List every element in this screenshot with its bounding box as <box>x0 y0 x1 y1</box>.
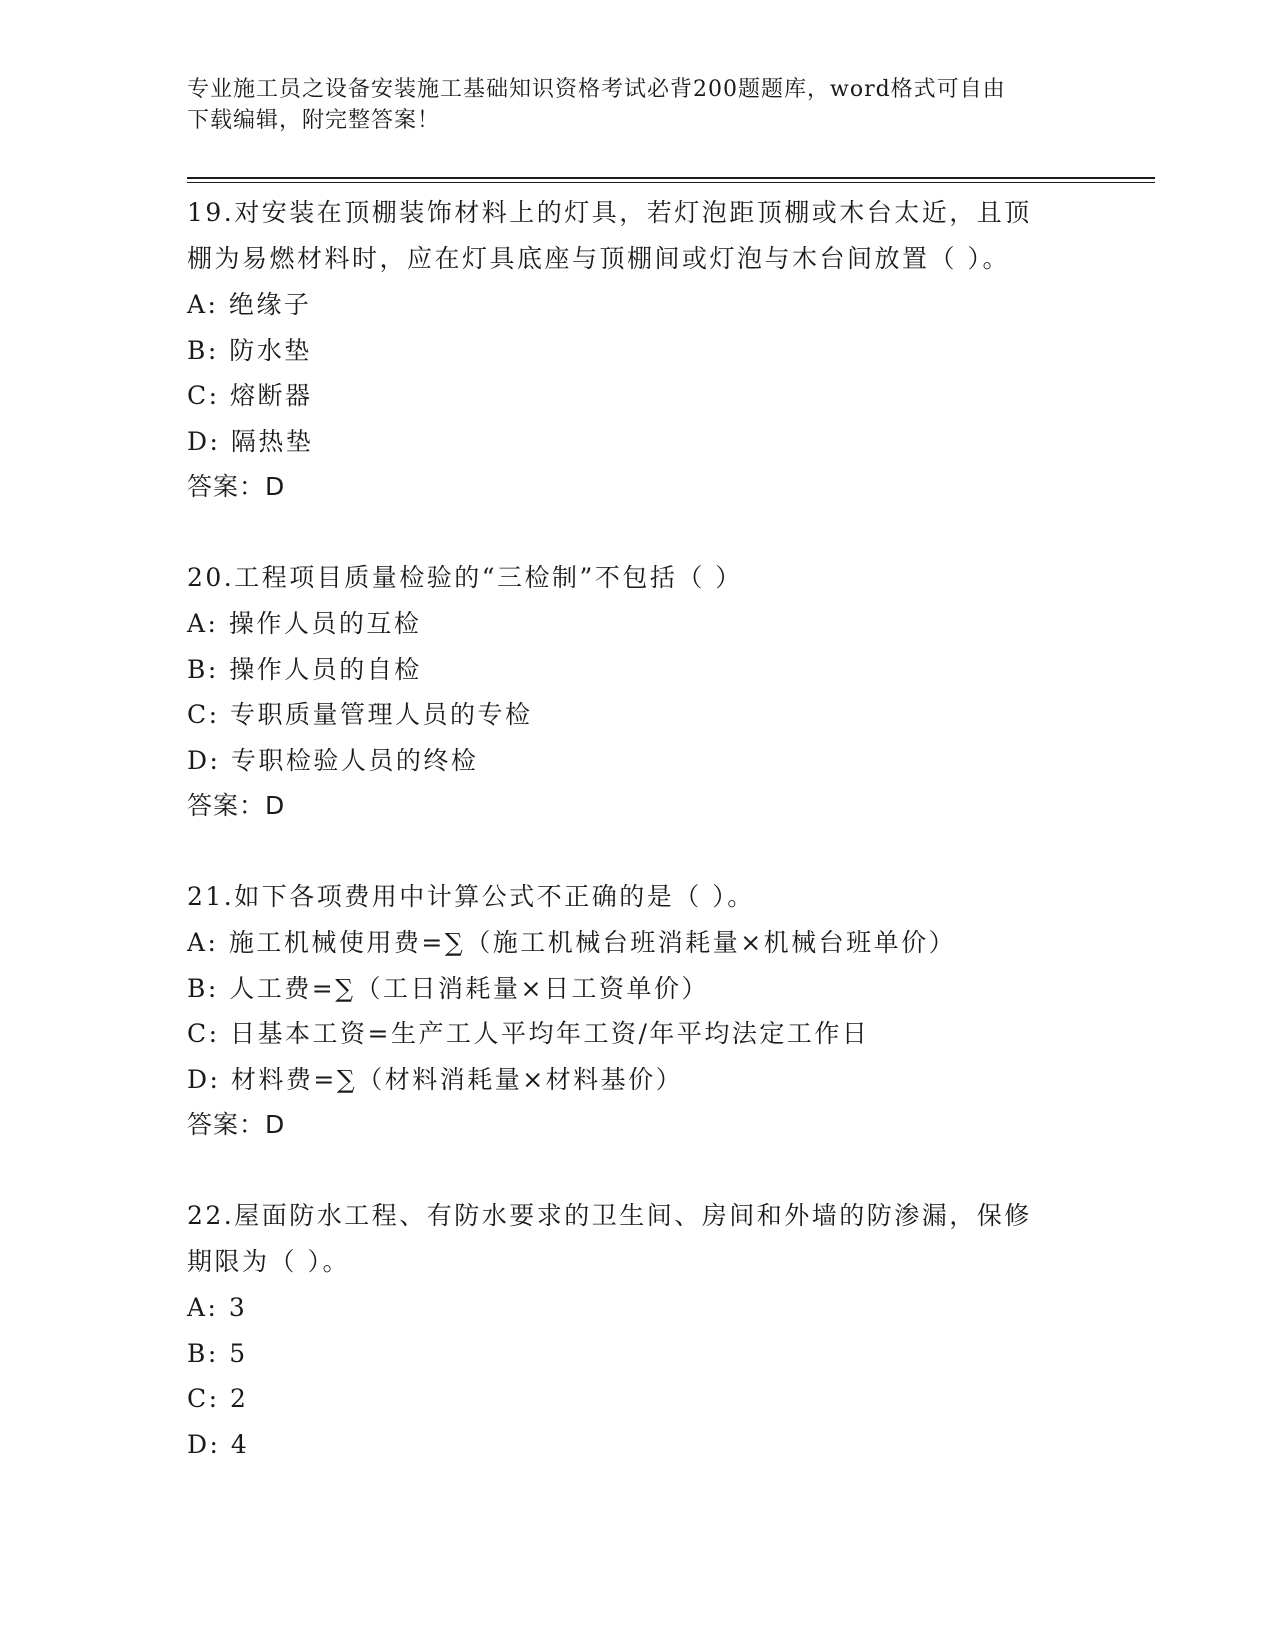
option-c: C: 2 <box>187 1384 249 1413</box>
question-stem-line: 期限为（ ）。 <box>187 1247 350 1276</box>
header-divider-thin <box>187 182 1155 183</box>
option-a: A: 施工机械使用费=∑（施工机械台班消耗量×机械台班单价） <box>187 928 957 957</box>
question-19 <box>187 190 1087 510</box>
question-stem-line: 20.工程项目质量检验的“三检制”不包括（ ） <box>187 563 743 592</box>
option-c: C: 熔断器 <box>187 381 313 410</box>
question-21 <box>187 874 1087 1148</box>
option-c: C: 日基本工资=生产工人平均年工资/年平均法定工作日 <box>187 1019 870 1048</box>
option-a: A: 操作人员的互检 <box>187 609 422 638</box>
header-line-1: 专业施工员之设备安装施工基础知识资格考试必背200题题库，word格式可自由 <box>187 77 1006 102</box>
question-stem-line: 21.如下各项费用中计算公式不正确的是（ ）。 <box>187 882 755 911</box>
question-stem-line: 19.对安装在顶棚装饰材料上的灯具，若灯泡距顶棚或木台太近，且顶 <box>187 198 1032 227</box>
question-20 <box>187 555 1087 829</box>
option-a: A: 绝缘子 <box>187 290 312 319</box>
question-stem-line: 棚为易燃材料时，应在灯具底座与顶棚间或灯泡与木台间放置（ ）。 <box>187 244 1010 273</box>
document-header <box>187 74 1067 136</box>
option-c: C: 专职质量管理人员的专检 <box>187 700 533 729</box>
option-d: D: 4 <box>187 1429 250 1459</box>
option-b: B: 人工费=∑（工日消耗量×日工资单价） <box>187 973 709 1003</box>
header-line-2: 下载编辑，附完整答案！ <box>187 108 441 133</box>
answer: 答案：D <box>187 472 286 501</box>
option-b: B: 防水垫 <box>187 335 312 365</box>
option-d: D: 专职检验人员的终检 <box>187 745 479 775</box>
question-list <box>187 190 1087 1467</box>
question-22 <box>187 1193 1087 1467</box>
question-spacer <box>187 510 1087 555</box>
option-d: D: 材料费=∑（材料消耗量×材料基价） <box>187 1064 684 1094</box>
option-b: B: 5 <box>187 1338 248 1368</box>
question-stem-line: 22.屋面防水工程、有防水要求的卫生间、房间和外墙的防渗漏，保修 <box>187 1201 1032 1230</box>
answer: 答案：D <box>187 1110 286 1139</box>
header-divider-thick <box>187 177 1155 179</box>
option-b: B: 操作人员的自检 <box>187 654 422 684</box>
option-a: A: 3 <box>187 1293 248 1322</box>
option-d: D: 隔热垫 <box>187 426 314 456</box>
question-spacer <box>187 829 1087 874</box>
answer: 答案：D <box>187 791 286 820</box>
question-spacer <box>187 1148 1087 1193</box>
